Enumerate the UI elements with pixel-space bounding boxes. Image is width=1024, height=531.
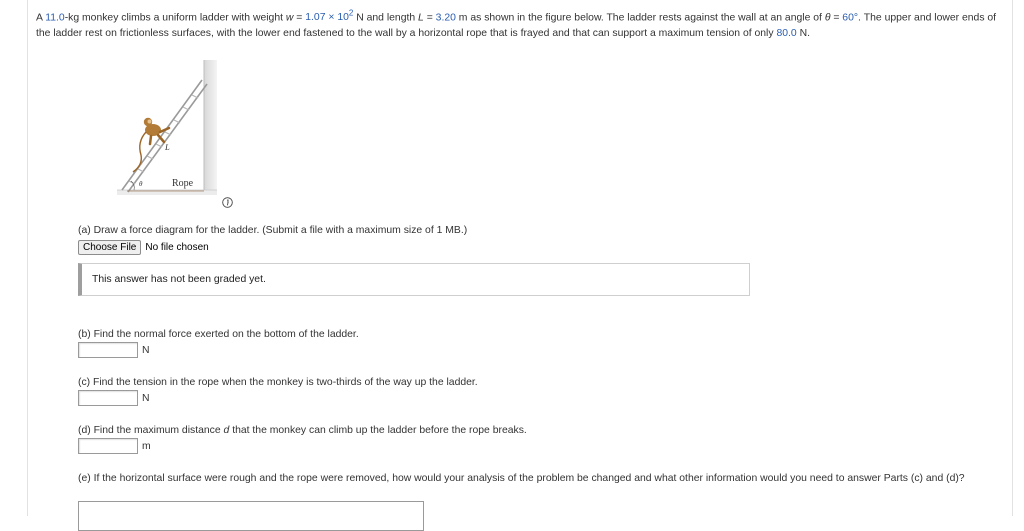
no-file-label: No file chosen	[145, 241, 209, 253]
wall	[204, 60, 217, 192]
label-rope: Rope	[172, 178, 194, 189]
part-c-answer-row	[78, 390, 150, 406]
part-b-answer-input[interactable]	[78, 342, 138, 358]
choose-file-button[interactable]: Choose File	[78, 240, 141, 255]
part-b-answer-row	[78, 342, 150, 358]
label-theta: θ	[139, 180, 143, 188]
ladder	[122, 80, 207, 192]
mass-value: 11.0	[45, 12, 65, 24]
file-upload	[78, 239, 209, 255]
problem-statement: A 11.0-kg monkey climbs a uniform ladder with weight $w = 1.07 \times 10^2$ N and length L = 3.20 m as shown in the figure below. The ladder rests against the wall at an angle of θ = 60°. The upper and lower ends of the ladder rest on frictionless surfaces, with the lower end fastened to the wall by a horizontal rope that is frayed and that can support a maximum tension of only 80.0 N.	[36, 9, 997, 40]
graded-status-box	[78, 263, 750, 296]
length-value: 3.20	[435, 12, 456, 24]
part-c-unit: N	[142, 392, 150, 404]
angle-value: 60°	[842, 12, 859, 24]
part-c-question: (c) Find the tension in the rope when the monkey is two-thirds of the way up the ladder.	[78, 377, 478, 388]
part-b-unit: N	[142, 344, 150, 356]
ladder-figure	[117, 60, 217, 195]
part-d-answer-input[interactable]	[78, 438, 138, 454]
part-b-question: (b) Find the normal force exerted on the bottom of the ladder.	[78, 329, 359, 340]
part-e-question: (e) If the horizontal surface were rough and the rope were removed, how would your analysis of the problem be changed and what other information would you need to answer Parts (c) and (d)?	[78, 473, 965, 484]
info-icon[interactable]	[222, 197, 233, 208]
weight-value: $1.07 \times 10^2$	[305, 9, 354, 24]
part-d-answer-row	[78, 438, 151, 454]
part-c-answer-input[interactable]	[78, 390, 138, 406]
label-L: L	[165, 142, 170, 152]
part-a-question: (a) Draw a force diagram for the ladder. (Submit a file with a maximum size of 1 MB.)	[78, 225, 468, 236]
part-d-unit: m	[142, 440, 151, 452]
part-e-answer-textarea[interactable]	[78, 501, 424, 531]
part-d-question: (d) Find the maximum distance d that the monkey can climb up the ladder before the rope breaks.	[78, 425, 527, 436]
graded-status-text: This answer has not been graded yet.	[92, 274, 266, 285]
tension-value: 80.0	[776, 28, 797, 40]
monkey	[133, 118, 169, 172]
